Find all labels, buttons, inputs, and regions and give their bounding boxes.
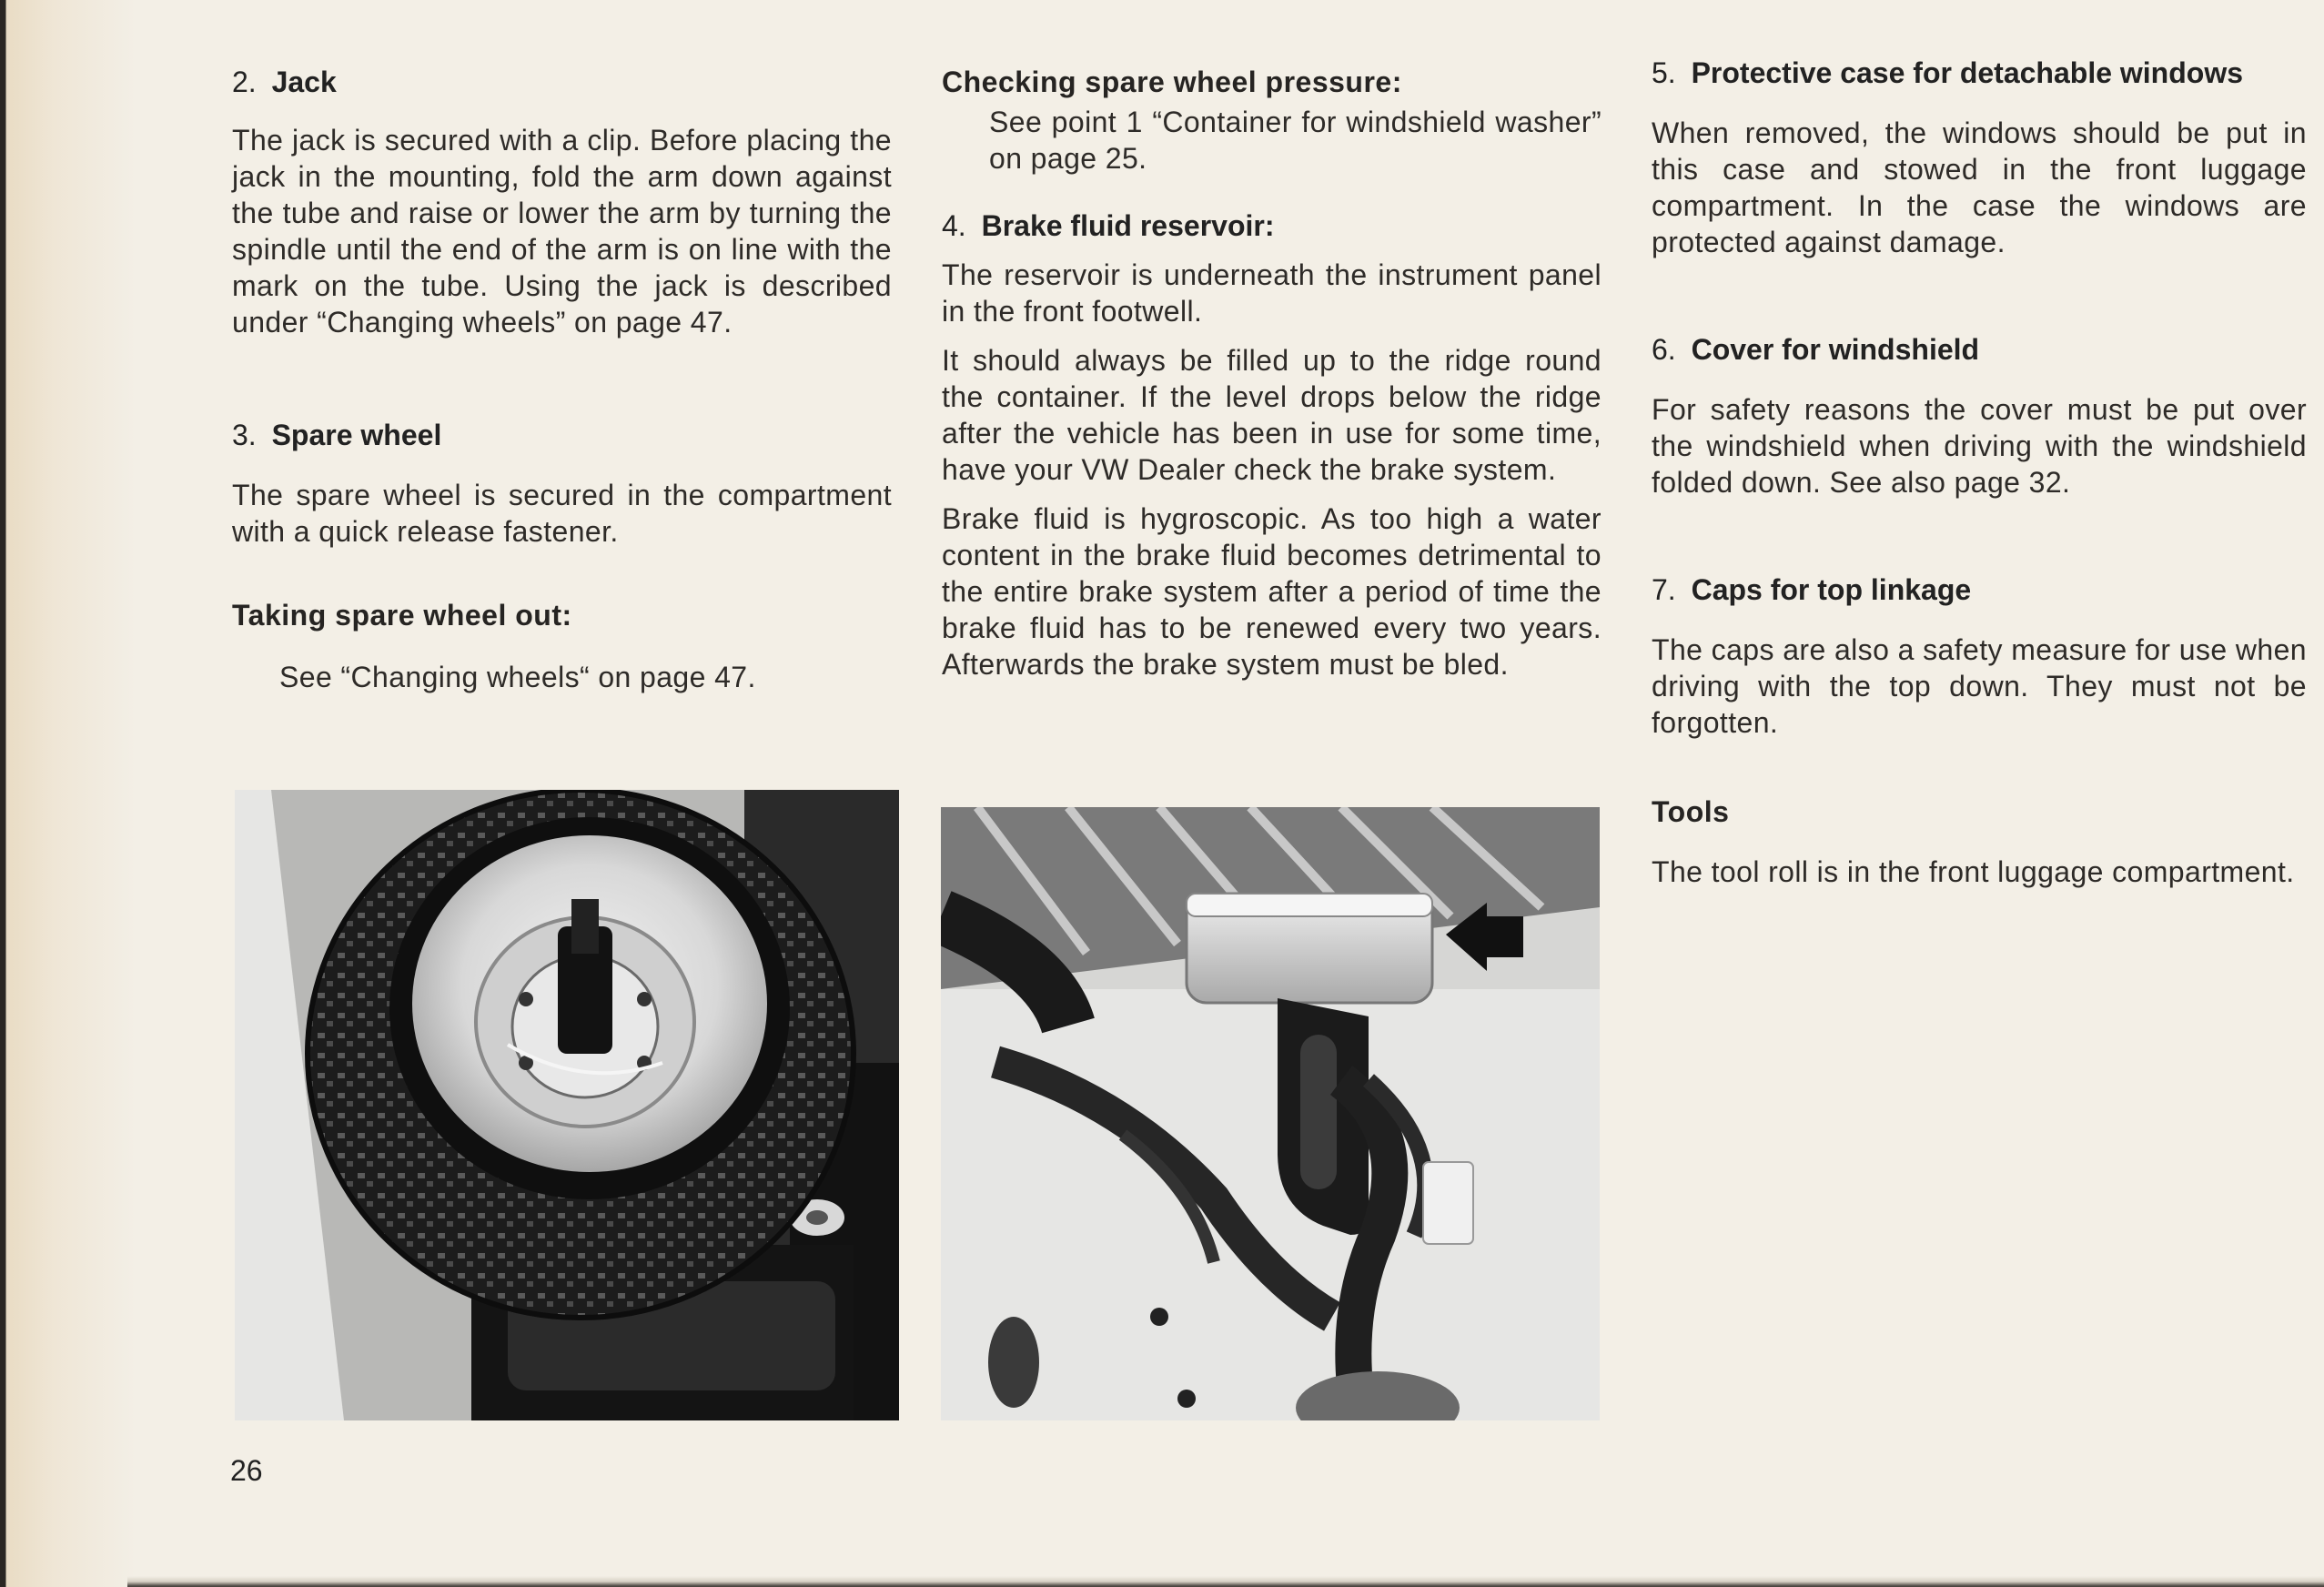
caps-body: The caps are also a safety measure for use when driving with the top down. They must not be forgotten. xyxy=(1652,633,2307,739)
page-bottom-edge xyxy=(127,1576,2324,1587)
checking-pressure-body: See point 1 “Container for windshield washer” on page 25. xyxy=(989,106,1602,175)
brake-fluid-para-1: The reservoir is underneath the instrument panel in the front footwell. xyxy=(942,258,1602,328)
subheading-checking-pressure: Checking spare wheel pressure: xyxy=(942,66,1402,98)
section-title: Cover for windshield xyxy=(1691,333,1980,366)
section-title: Spare wheel xyxy=(271,419,442,451)
brake-reservoir-illustration xyxy=(941,807,1600,1420)
section-number: 6. xyxy=(1652,333,1676,366)
windshield-cover-body: For safety reasons the cover must be put over the windshield when driving with the windshield folded down. See also page 32. xyxy=(1652,393,2307,499)
protective-case-body: When removed, the windows should be put in this case and stowed in the front luggage compartment. In the case the windows are protected against damage. xyxy=(1652,116,2307,258)
spare-wheel-photo xyxy=(235,790,899,1420)
taking-out-body: See “Changing wheels“ on page 47. xyxy=(279,661,756,693)
column-2 xyxy=(942,64,1602,682)
section-number: 7. xyxy=(1652,573,1676,606)
brake-fluid-para-2: It should always be filled up to the ridge round the container. If the level drops below the ridge after the vehicle has been in use for some time, have your VW Dealer check the brake system. xyxy=(942,344,1602,486)
brake-reservoir-photo xyxy=(941,807,1600,1420)
section-heading-brake-fluid xyxy=(942,207,1602,244)
section-heading-windshield-cover xyxy=(1652,331,2307,368)
section-number: 5. xyxy=(1652,56,1676,89)
section-number: 4. xyxy=(942,209,966,242)
brake-fluid-para-3: Brake fluid is hygroscopic. As too high a water content in the brake fluid becomes detrimental to the entire brake system after a period of time the brake fluid has to be renewed every two years. Afterwards the brake system must be bled. xyxy=(942,502,1602,681)
section-title: Jack xyxy=(271,66,337,98)
section-heading-spare-wheel xyxy=(232,417,892,453)
tools-body: The tool roll is in the front luggage compartment. xyxy=(1652,855,2295,888)
page-number: 26 xyxy=(230,1454,263,1487)
column-3 xyxy=(1652,55,2307,890)
spare-wheel-body: The spare wheel is secured in the compartment with a quick release fastener. xyxy=(232,479,892,548)
jack-body: The jack is secured with a clip. Before placing the jack in the mounting, fold the arm down against the tube and raise or lower the arm by turning the spindle until the end of the arm is on line with the mark on the tube. Using the jack is described under “Changing wheels” on page 47. xyxy=(232,124,892,339)
spare-wheel-illustration xyxy=(235,790,899,1420)
subheading-taking-spare-wheel-out: Taking spare wheel out: xyxy=(232,599,572,632)
column-1 xyxy=(232,64,892,695)
page-binding-edge xyxy=(0,0,136,1587)
subheading-tools: Tools xyxy=(1652,795,1730,828)
section-number: 2. xyxy=(232,66,257,98)
section-heading-jack xyxy=(232,64,892,100)
section-title: Brake fluid reservoir: xyxy=(981,209,1275,242)
section-title: Caps for top linkage xyxy=(1691,573,1972,606)
section-number: 3. xyxy=(232,419,257,451)
section-heading-caps xyxy=(1652,571,2307,608)
section-heading-protective-case xyxy=(1652,55,2307,91)
section-title: Protective case for detachable windows xyxy=(1691,56,2243,89)
